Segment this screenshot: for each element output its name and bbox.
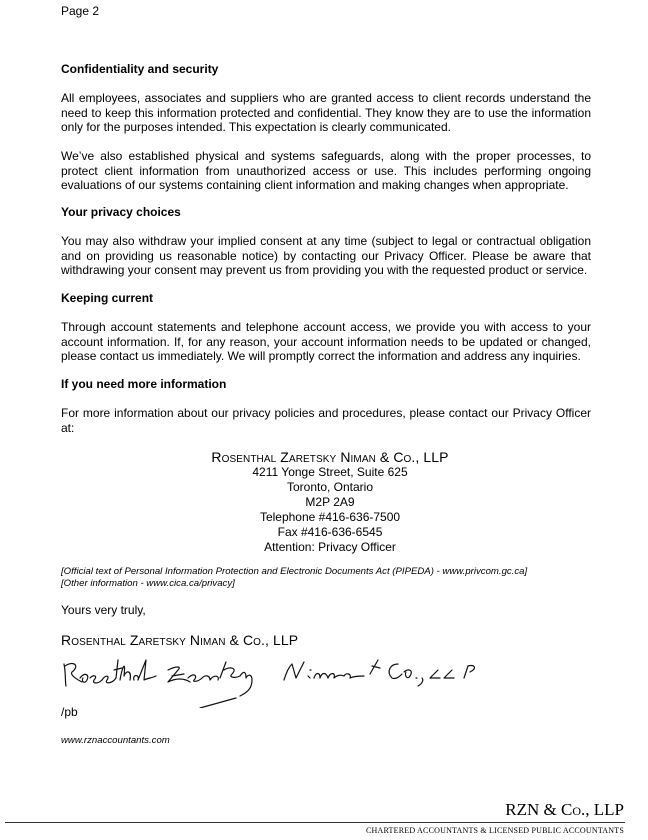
paragraph-keeping-current: Through account statements and telephone account access, we provide you with access to your account information. If, for any reason, your account information needs to be updated or changed, please contact us immediately. We will promptly correct the information and address any inquiries. — [61, 320, 591, 364]
page-number: Page 2 — [61, 4, 100, 18]
contact-postal-code: M2P 2A9 — [305, 495, 355, 509]
heading-keeping-current: Keeping current — [61, 291, 154, 305]
footer-firm-name: RZN & Co., LLP — [505, 800, 624, 819]
typist-initials: /pb — [61, 705, 78, 719]
reference-pipeda: [Official text of Personal Information Protection and Electronic Documents Act (PIPEDA) - www.privcom.gc.ca] — [61, 566, 528, 577]
contact-telephone: Telephone #416-636-7500 — [259, 510, 401, 524]
closing-firm-name: Rosenthal Zaretsky Niman & Co., LLP — [61, 632, 299, 648]
paragraph-confidentiality-2: We’ve also established physical and systems safeguards, along with the proper processes, to protect client information from unauthorized access or use. This includes performing ongoing evaluations of our systems containing client information and making changes when appropriate. — [61, 149, 591, 193]
contact-fax: Fax #416-636-6545 — [277, 525, 383, 539]
heading-more-information: If you need more information — [61, 377, 227, 391]
paragraph-confidentiality-1: All employees, associates and suppliers who are granted access to client records understand the need to keep this information protected and confidential. They know they are to use the information only for the purposes intended. This expectation is clearly communicated. — [61, 91, 591, 135]
reference-other: [Other information - www.cica.ca/privacy] — [61, 577, 235, 589]
contact-city: Toronto, Ontario — [286, 480, 374, 494]
closing-salutation: Yours very truly, — [61, 603, 146, 617]
handwritten-signature — [60, 656, 480, 708]
contact-address-block — [180, 450, 480, 555]
paragraph-privacy-choices: You may also withdraw your implied consent at any time (subject to legal or contractual obligation and on providing us reasonable notice) by contacting our Privacy Officer. Please be aware that withdrawing your consent may prevent us from providing you with the requested product or service. — [61, 234, 591, 278]
footer-divider — [5, 822, 625, 823]
website-link[interactable]: www.rznaccountants.com — [61, 735, 170, 746]
heading-privacy-choices: Your privacy choices — [61, 205, 181, 219]
footer-tagline: CHARTERED ACCOUNTANTS & LICENSED PUBLIC ACCOUNTANTS — [365, 826, 624, 835]
contact-street: 4211 Yonge Street, Suite 625 — [252, 465, 408, 479]
contact-attention: Attention: Privacy Officer — [264, 540, 396, 554]
heading-confidentiality: Confidentiality and security — [61, 62, 219, 76]
contact-firm-name: Rosenthal Zaretsky Niman & Co., LLP — [211, 449, 449, 465]
references-block — [61, 566, 591, 589]
paragraph-more-information: For more information about our privacy policies and procedures, please contact our Privacy Officer at: — [61, 406, 591, 435]
